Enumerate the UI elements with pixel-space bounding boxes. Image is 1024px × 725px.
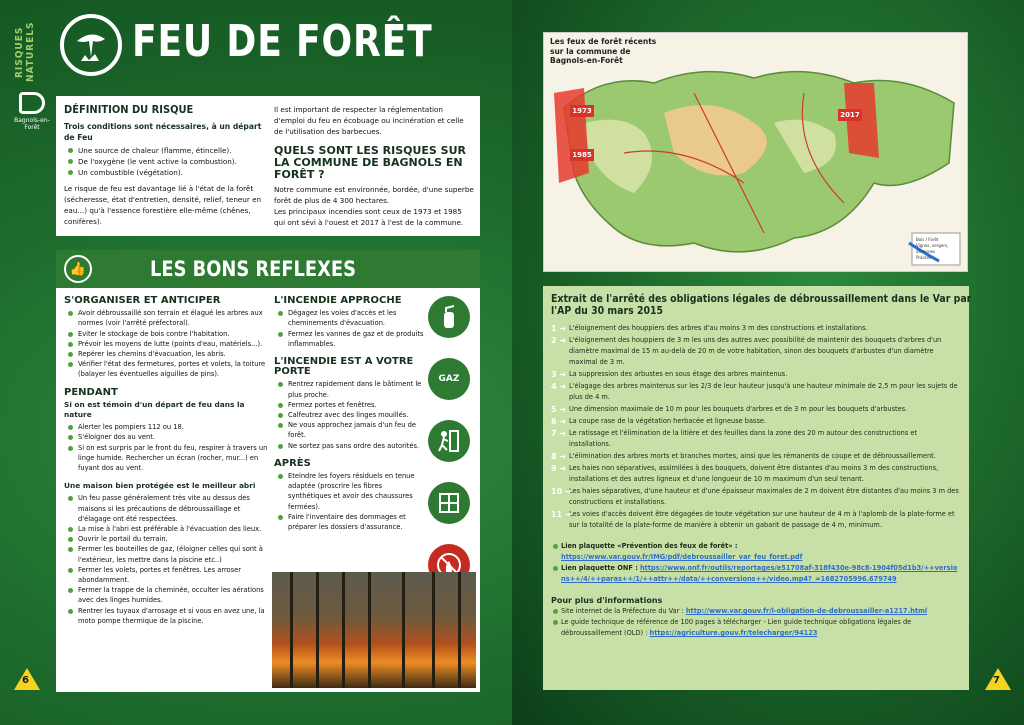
list-item: Alerter les pompiers 112 ou 18. xyxy=(64,422,268,432)
link-row: Lien plaquette «Prévention des feux de forêt» : https://www.var.gouv.fr/IMG/pdf/debroussailler_var_feu_foret.pdf xyxy=(551,541,961,563)
list-item: De l'oxygène (le vent active la combustion). xyxy=(64,156,264,167)
list-item: Ne vous approchez jamais d'un feu de forêt. xyxy=(274,420,424,440)
definition-paragraph: Le risque de feu est davantage lié à l'état de la forêt (sécheresse, état d'entretien, densité, relief, teneur en eau...) qu'à l'essence forestière elle-même (chênes, conifères). xyxy=(64,184,262,226)
list-item: Calfeutrez avec des linges mouillés. xyxy=(274,410,424,420)
list-item: Fermer la trappe de la cheminée, occulter les aérations avec des linges humides. xyxy=(64,585,268,605)
list-item: Rentrer les tuyaux d'arrosage et si vous en avez une, la moto pompe thermique de la piscine. xyxy=(64,606,268,626)
section-title: L'INCENDIE APPROCHE xyxy=(274,295,402,306)
section-title: L'INCENDIE EST A VOTRE PORTE xyxy=(274,356,414,378)
section-subtitle: Si on est témoin d'un départ de feu dans la nature xyxy=(64,399,245,420)
extract-item: 4 ➜ L'élagage des arbres maintenus sur les 2/3 de leur hauteur jusqu'à une hauteur minimale de 2,5 m pour les sujets de plus de 4 m. xyxy=(551,382,958,401)
extract-item: 6 ➜ La coupe rase de la végétation herbacée et ligneuse basse. xyxy=(551,417,767,426)
list xyxy=(274,471,424,532)
extract-panel xyxy=(543,286,972,690)
risks-p1: Notre commune est environnée, bordée, d'une superbe forêt de plus de 4 300 hectares. xyxy=(274,185,474,205)
list-item: Repérer les chemins d'évacuation, les abris. xyxy=(64,349,268,359)
gas-bottle-icon xyxy=(428,358,470,400)
list xyxy=(64,493,268,626)
fire-badge-2017: 2017 xyxy=(838,109,862,121)
conditions-list xyxy=(64,145,264,178)
section-label: RISQUES NATURELS xyxy=(14,21,36,83)
list xyxy=(274,308,424,349)
list xyxy=(64,422,268,473)
forest-fire-photo xyxy=(272,572,476,688)
extract-item: 3 ➜ La suppression des arbustes en sous étage des arbres maintenus. xyxy=(551,370,788,379)
definition-panel xyxy=(56,96,480,236)
section-subtitle: Une maison bien protégée est le meilleur abri xyxy=(64,481,256,491)
evacuation-icon xyxy=(428,420,470,462)
list-item: Eteindre les foyers résiduels en tenue adaptée (proscrire les fibres synthétiques et avoir des chaussures fermées). xyxy=(274,471,424,512)
gas-label: GAZ xyxy=(438,374,460,384)
link-row: Le guide technique de référence de 100 pages à télécharger - Lien guide technique obligations légales de débroussaillement (OLD) : https://agriculture.gouv.fr/telecharger/94123 xyxy=(551,617,961,639)
extract-item: 10 ➜ Les haies séparatives, d'une hauteur et d'une épaisseur maximales de 2 m doivent être distantes d'au moins 3 m des constructions et installations. xyxy=(551,487,959,506)
list-item: La mise à l'abri est préférable à l'évacuation des lieux. xyxy=(64,524,268,534)
list xyxy=(64,308,268,379)
list-item: Dégagez les voies d'accès et les cheminements d'évacuation. xyxy=(274,308,424,328)
list-item: Un feu passe généralement très vite au dessus des maisons si les précautions de débroussaillage et d'élagage ont été respectées. xyxy=(64,493,268,524)
list xyxy=(274,379,424,450)
prefecture-link[interactable]: http://www.var.gouv.fr/l-obligation-de-debroussailler-a1217.html xyxy=(685,607,928,615)
list-item: Prévoir les moyens de lutte (points d'eau, matériels...). xyxy=(64,339,268,349)
map-legend: Bois / Forêt Vignes, vergers, oliveraies Prairies xyxy=(916,237,949,260)
extract-title: Extrait de l'arrêté des obligations légales de débroussaillement dans le Var par l'AP du 30 mars 2015 xyxy=(551,294,972,317)
fire-badge-1973: 1973 xyxy=(570,105,594,117)
list-item: Une source de chaleur (flamme, étincelle). xyxy=(64,145,264,156)
page-number-right: 7 xyxy=(985,668,1011,690)
map-title: Les feux de forêt récents sur la commune de Bagnols-en-Forêt xyxy=(550,37,657,65)
section-title: APRÈS xyxy=(274,457,311,469)
brand-mark-icon xyxy=(19,92,45,114)
thumbs-up-icon: 👍 xyxy=(64,255,92,283)
conditions-intro: Trois conditions sont nécessaires, à un départ de Feu xyxy=(64,122,262,142)
tree-fire-icon xyxy=(60,14,122,76)
more-info-title: Pour plus d'informations xyxy=(551,596,663,605)
extract-item: 1 ➜ L'éloignement des houppiers des arbres d'au moins 3 m des constructions et installations. xyxy=(551,324,868,333)
brand-name: Bagnols-en-Forêt xyxy=(14,117,50,131)
section-title: PENDANT xyxy=(64,386,118,398)
page-title: FEU DE FORÊT xyxy=(132,16,433,67)
list-item: Eviter le stockage de bois contre l'habitation. xyxy=(64,329,268,339)
extract-item: 5 ➜ Une dimension maximale de 10 m pour les bouquets d'arbres et de 3 m pour les bouquets d'arbustes. xyxy=(551,405,908,414)
definition-col-left xyxy=(64,104,264,227)
reflexes-col-left xyxy=(64,296,268,626)
risks-title: QUELS SONT LES RISQUES SUR LA COMMUNE DE BAGNOLS EN FORÊT ? xyxy=(274,144,467,181)
fire-badge-1985: 1985 xyxy=(570,149,594,161)
list-item: Fermer les bouteilles de gaz, (éloigner celles qui sont à l'extérieur, les mettre dans la piscine etc..) xyxy=(64,544,268,564)
reflexes-header xyxy=(56,250,480,288)
extract-item: 7 ➜ Le ratissage et l'élimination de la litière et des feuilles dans la zone des 20 m autour des constructions et installations. xyxy=(551,429,918,448)
list-item: Ouvrir le portail du terrain. xyxy=(64,534,268,544)
list-item: Fermez portes et fenêtres. xyxy=(274,400,424,410)
section-title: S'ORGANISER ET ANTICIPER xyxy=(64,295,221,306)
definition-col-right xyxy=(274,104,474,228)
list-item: Avoir débroussaillé son terrain et élagué les arbres aux normes (voir l'arrêté préfectoral). xyxy=(64,308,268,328)
extract-item: 11 ➜ Les voies d'accès doivent être dégagées de toute végétation sur une hauteur de 4 m à l'aplomb de la plate-forme et sur la totalité de la plate-forme de manière à obtenir un gabarit de passage de 4 m, minimum. xyxy=(551,510,955,529)
reflexes-title: LES BONS REFLEXES xyxy=(150,257,356,281)
brand-logo xyxy=(10,92,54,131)
list-item: S'éloigner dos au vent. xyxy=(64,432,268,442)
prevention-brochure-link[interactable]: https://www.var.gouv.fr/IMG/pdf/debroussailler_var_feu_foret.pdf xyxy=(561,553,803,561)
reflexes-col-right xyxy=(274,296,424,532)
risks-p2: Les principaux incendies sont ceux de 1973 et 1985 qui ont sévi à l'ouest et 2017 à l'est de la commune. xyxy=(274,207,464,227)
extract-item: 2 ➜ L'éloignement des houppiers de 3 m les uns des autres avec possibilité de maintenir des bouquets d'arbres d'un diamètre maximal de 15 m au-delà de 20 m de votre habitation, sinon des bouquets d'arbustes d'un diamètre maximal de 3 m. xyxy=(551,336,942,366)
reflexes-panel xyxy=(56,250,480,692)
link-row: Site internet de la Préfecture du Var : http://www.var.gouv.fr/l-obligation-de-debroussailler-a1217.html xyxy=(551,606,961,617)
window-icon xyxy=(428,482,470,524)
regulation-text: Il est important de respecter la réglementation d'emploi du feu en écobuage ou incinération et celle de l'utilisation des barbecues. xyxy=(274,105,464,136)
list-item: Un combustible (végétation). xyxy=(64,167,264,178)
list-item: Fermer les volets, portes et fenêtres. Les arroser abondamment. xyxy=(64,565,268,585)
list-item: Ne sortez pas sans ordre des autorités. xyxy=(274,441,424,451)
extinguisher-icon xyxy=(428,296,470,338)
fire-map xyxy=(543,32,968,272)
list-item: Faire l'inventaire des dommages et préparer les dossiers d'assurance. xyxy=(274,512,424,532)
extract-item: 8 ➜ L'élimination des arbres morts et branches mortes, ainsi que les rémanents de coupe et de débroussaillement. xyxy=(551,452,936,461)
extract-item: 9 ➜ Les haies non séparatives, assimilées à des bouquets, doivent être distantes d'au moins 3 m des constructions, installations et des autres ligneux et d'une longueur de 10 m maximum d'un seul tenant. xyxy=(551,464,939,483)
onf-brochure-link[interactable]: https://www.onf.fr/outils/reportages/e51708af-318f430e-98c8-1904f05d1b3/++versions++/4/++paras++/1/++attr++/data/++conversions++/video.mp4?_=1682705996.679749 xyxy=(561,564,958,583)
list-item: Vérifier l'état des fermetures, portes et volets, la toiture (balayer les éventuelles aiguilles de pins). xyxy=(64,359,268,379)
list-item: Rentrez rapidement dans le bâtiment le plus proche. xyxy=(274,379,424,399)
list-item: Si on est surpris par le front du feu, respirer à travers un linge humide. Rechercher un écran (rocher, mur...) en fuyant dos au vent. xyxy=(64,443,268,474)
page-number-left: 6 xyxy=(14,668,40,690)
list-item: Fermez les vannes de gaz et de produits inflammables. xyxy=(274,329,424,349)
guide-link[interactable]: https://agriculture.gouv.fr/telecharger/94123 xyxy=(649,629,818,637)
definition-title: DÉFINITION DU RISQUE xyxy=(64,103,194,116)
link-row: Lien plaquette ONF : https://www.onf.fr/outils/reportages/e51708af-318f430e-98c8-1904f05d1b3/++versions++/4/++paras++/1/++attr++/data/++conversions++/video.mp4?_=1682705996.679749 xyxy=(551,563,961,585)
